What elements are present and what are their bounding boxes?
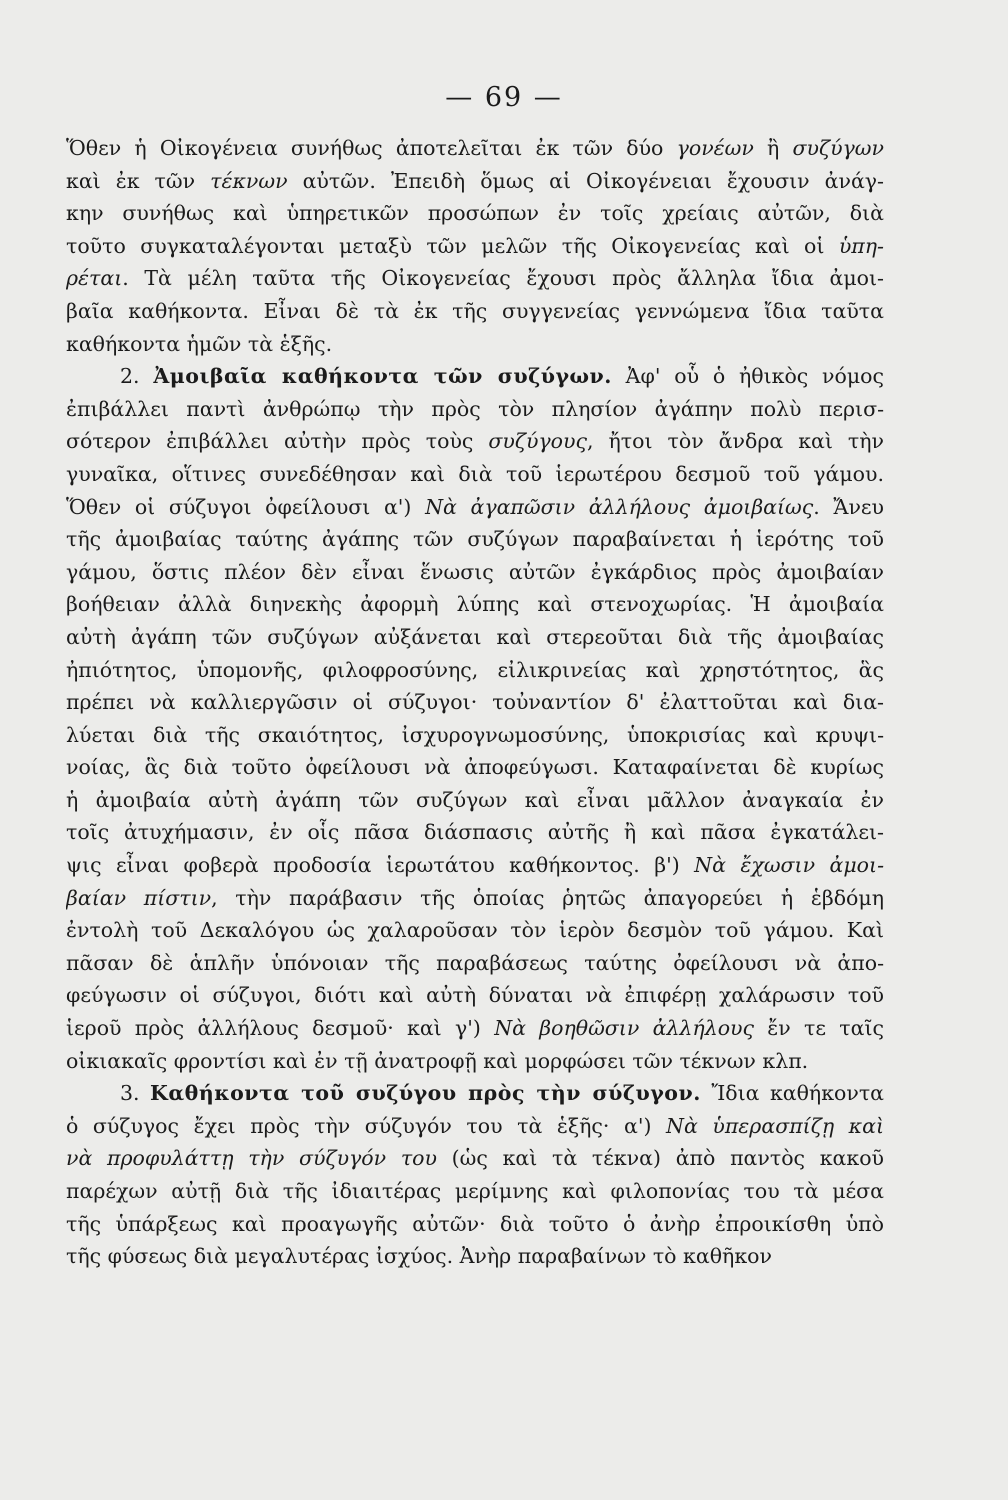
text-line (66, 132, 884, 165)
text-line (66, 947, 884, 980)
emphasis-text: Νὰ ἀγαπῶσιν ἀλλήλους ἀμοιβαίως (425, 494, 814, 519)
text-line (66, 165, 884, 198)
text-line (66, 425, 884, 458)
text-run: 3. (120, 1081, 151, 1106)
text-line (66, 458, 884, 491)
text-line (66, 523, 884, 556)
text-run: παρέχων αὐτῇ διὰ τῆς ἰδιαιτέρας μερίμνης καὶ φιλοπονίας του τὰ μέσα (66, 1179, 884, 1203)
text-run: αὐτῶν. Ἐπειδὴ ὅμως αἱ Οἰκογένειαι ἔχουσιν ἀνάγ- (287, 168, 884, 193)
text-line (66, 719, 884, 752)
text-run: γυναῖκα, οἵτινες συνεδέθησαν καὶ διὰ τοῦ ἱερωτέρου δεσμοῦ τοῦ γάμου. (66, 461, 884, 486)
text-run: πᾶσαν δὲ ἁπλῆν ὑπόνοιαν τῆς παραβάσεως ταύτης ὀφείλουσι νὰ ἀπο- (66, 950, 884, 975)
section-heading: Καθήκοντα τοῦ συζύγου πρὸς τὴν σύζυγον. (150, 1081, 701, 1106)
text-run: ἔν τε ταῖς (754, 1016, 884, 1041)
text-line (66, 816, 884, 849)
text-run: Ἀφ' οὗ ὁ ἠθικὸς νόμος (611, 364, 884, 389)
text-line (66, 1175, 884, 1208)
text-run: τῆς φύσεως διὰ μεγαλυτέρας ἰσχύος. Ἀνὴρ παραβαίνων τὸ καθῆκον (66, 1244, 772, 1269)
text-run: 2. (120, 364, 154, 389)
emphasis-text: συζύγους (488, 429, 587, 454)
text-line (66, 1077, 884, 1110)
text-line (66, 1045, 884, 1078)
text-run: Ὅθεν οἱ σύζυγοι ὀφείλουσι α') (66, 494, 426, 519)
text-run: οἰκιακαῖς φροντίσι καὶ ἐν τῇ ἀνατροφῇ καὶ μορφώσει τῶν τέκνων κλπ. (66, 1048, 809, 1073)
text-run: , τὴν παράβασιν τῆς ὁποίας ῥητῶς ἀπαγορεύει ἡ ἑβδόμη (211, 885, 884, 910)
text-line (66, 751, 884, 784)
text-run: ψις εἶναι φοβερὰ προδοσία ἱερωτάτου καθήκοντος. β') (66, 853, 695, 878)
emphasis-text: συζύγων (792, 136, 884, 160)
text-line (66, 1208, 884, 1241)
text-line (66, 914, 884, 947)
text-line (66, 328, 884, 361)
page-number: — 69 — (445, 82, 563, 113)
text-run: κην συνήθως καὶ ὑπηρετικῶν προσώπων ἐν τοῖς χρείαις αὐτῶν, διὰ (66, 201, 884, 226)
text-line (66, 491, 884, 524)
text-line (66, 979, 884, 1012)
text-line (66, 654, 884, 687)
text-line (66, 1110, 884, 1143)
emphasis-text: τέκνων (210, 168, 288, 193)
text-line (66, 393, 884, 426)
text-line (66, 784, 884, 817)
text-run: . Ἄνευ (813, 494, 884, 519)
text-line (66, 1012, 884, 1045)
text-line (66, 882, 884, 915)
text-run: τοῦτο συγκαταλέγονται μεταξὺ τῶν μελῶν τῆς Οἰκογενείας καὶ οἱ (66, 233, 839, 258)
emphasis-text: Νὰ ἔχωσιν ἀμοι- (694, 853, 884, 878)
text-run: λύεται διὰ τῆς σκαιότητος, ἰσχυρογνωμοσύνης, ὑποκρισίας καὶ κρυψι- (66, 722, 884, 747)
text-run: Ἴδια καθήκοντα (700, 1081, 884, 1106)
text-run: βαῖα καθήκοντα. Εἶναι δὲ τὰ ἐκ τῆς συγγενείας γεννώμενα ἴδια ταῦτα (66, 298, 884, 323)
text-run: βοήθειαν ἀλλὰ διηνεκὴς ἀφορμὴ λύπης καὶ στενοχωρίας. Ἡ ἀμοιβαία (66, 592, 884, 617)
text-run: (ὡς καὶ τὰ τέκνα) ἀπὸ παντὸς κακοῦ (436, 1146, 884, 1171)
emphasis-text: ὑπη- (838, 233, 884, 258)
text-line (66, 262, 884, 295)
text-run: ἱεροῦ πρὸς ἀλλήλους δεσμοῦ· καὶ γ') (66, 1016, 495, 1041)
text-run: . Τὰ μέλη ταῦτα τῆς Οἰκογενείας ἔχουσι πρὸς ἄλληλα ἴδια ἀμοι- (122, 266, 884, 291)
text-run: φεύγωσιν οἱ σύζυγοι, διότι καὶ αὐτὴ δύναται νὰ ἐπιφέρῃ χαλάρωσιν τοῦ (66, 983, 884, 1008)
text-run: ἠπιότητος, ὑπομονῆς, φιλοφροσύνης, εἰλικρινείας καὶ χρηστότητος, ἃς (66, 657, 884, 682)
emphasis-text: γονέων (676, 136, 754, 160)
text-run: ἡ ἀμοιβαία αὐτὴ ἀγάπη τῶν συζύγων καὶ εἶναι μᾶλλον ἀναγκαία ἐν (66, 787, 884, 812)
text-line (66, 360, 884, 393)
text-run: , ἤτοι τὸν ἄνδρα καὶ τὴν (586, 429, 884, 454)
emphasis-text: Νὰ βοηθῶσιν ἀλλήλους (494, 1016, 754, 1041)
emphasis-text: ρέται (66, 266, 123, 291)
text-line (66, 230, 884, 263)
text-run: τῆς ἀμοιβαίας ταύτης ἀγάπης τῶν συζύγων παραβαίνεται ἡ ἱερότης τοῦ (66, 527, 884, 552)
text-line (66, 849, 884, 882)
emphasis-text: Νὰ ὑπερασπίζῃ καὶ (666, 1113, 884, 1138)
text-line (66, 295, 884, 328)
text-run: τῆς ὑπάρξεως καὶ προαγωγῆς αὐτῶν· διὰ τοῦτο ὁ ἀνὴρ ἐπροικίσθη ὑπὸ (66, 1211, 884, 1236)
text-line (66, 1240, 884, 1273)
text-line (66, 621, 884, 654)
text-run: νοίας, ἃς διὰ τοῦτο ὀφείλουσι νὰ ἀποφεύγωσι. Καταφαίνεται δὲ κυρίως (66, 755, 884, 780)
text-run: σότερον ἐπιβάλλει αὐτὴν πρὸς τοὺς (66, 429, 489, 454)
text-run: γάμου, ὅστις πλέον δὲν εἶναι ἕνωσις αὐτῶν ἐγκάρδιος πρὸς ἀμοιβαίαν (66, 559, 884, 584)
text-line (66, 588, 884, 621)
text-run: πρέπει νὰ καλλιεργῶσιν οἱ σύζυγοι· τοὐναντίον δ' ἐλαττοῦται καὶ δια- (66, 690, 884, 715)
text-run: αὐτὴ ἀγάπη τῶν συζύγων αὐξάνεται καὶ στερεοῦται διὰ τῆς ἀμοιβαίας (66, 624, 884, 649)
text-run: Ὅθεν ἡ Οἰκογένεια συνήθως ἀποτελεῖται ἐκ τῶν δύο (66, 136, 677, 160)
text-line (66, 197, 884, 230)
emphasis-text: βαίαν πίστιν (66, 885, 212, 910)
text-run: ἐπιβάλλει παντὶ ἀνθρώπῳ τὴν πρὸς τὸν πλησίον ἀγάπην πολὺ περισ- (66, 396, 884, 421)
text-run: καὶ ἐκ τῶν (66, 168, 211, 193)
body-text (66, 132, 884, 1273)
text-line (66, 686, 884, 719)
text-run: ἐντολὴ τοῦ Δεκαλόγου ὡς χαλαροῦσαν τὸν ἱερὸν δεσμὸν τοῦ γάμου. Καὶ (66, 918, 884, 943)
text-line (66, 556, 884, 589)
text-run: ἢ (753, 136, 793, 160)
text-run: τοῖς ἀτυχήμασιν, ἐν οἷς πᾶσα διάσπασις αὐτῆς ἢ καὶ πᾶσα ἐγκατάλει- (66, 820, 884, 845)
section-heading: Ἀμοιβαῖα καθήκοντα τῶν συζύγων. (153, 364, 612, 389)
text-run: ὁ σύζυγος ἔχει πρὸς τὴν σύζυγόν του τὰ ἑξῆς· α') (66, 1113, 667, 1138)
text-run: καθήκοντα ἡμῶν τὰ ἑξῆς. (66, 331, 333, 356)
emphasis-text: νὰ προφυλάττῃ τὴν σύζυγόν του (66, 1146, 437, 1171)
text-line (66, 1142, 884, 1175)
